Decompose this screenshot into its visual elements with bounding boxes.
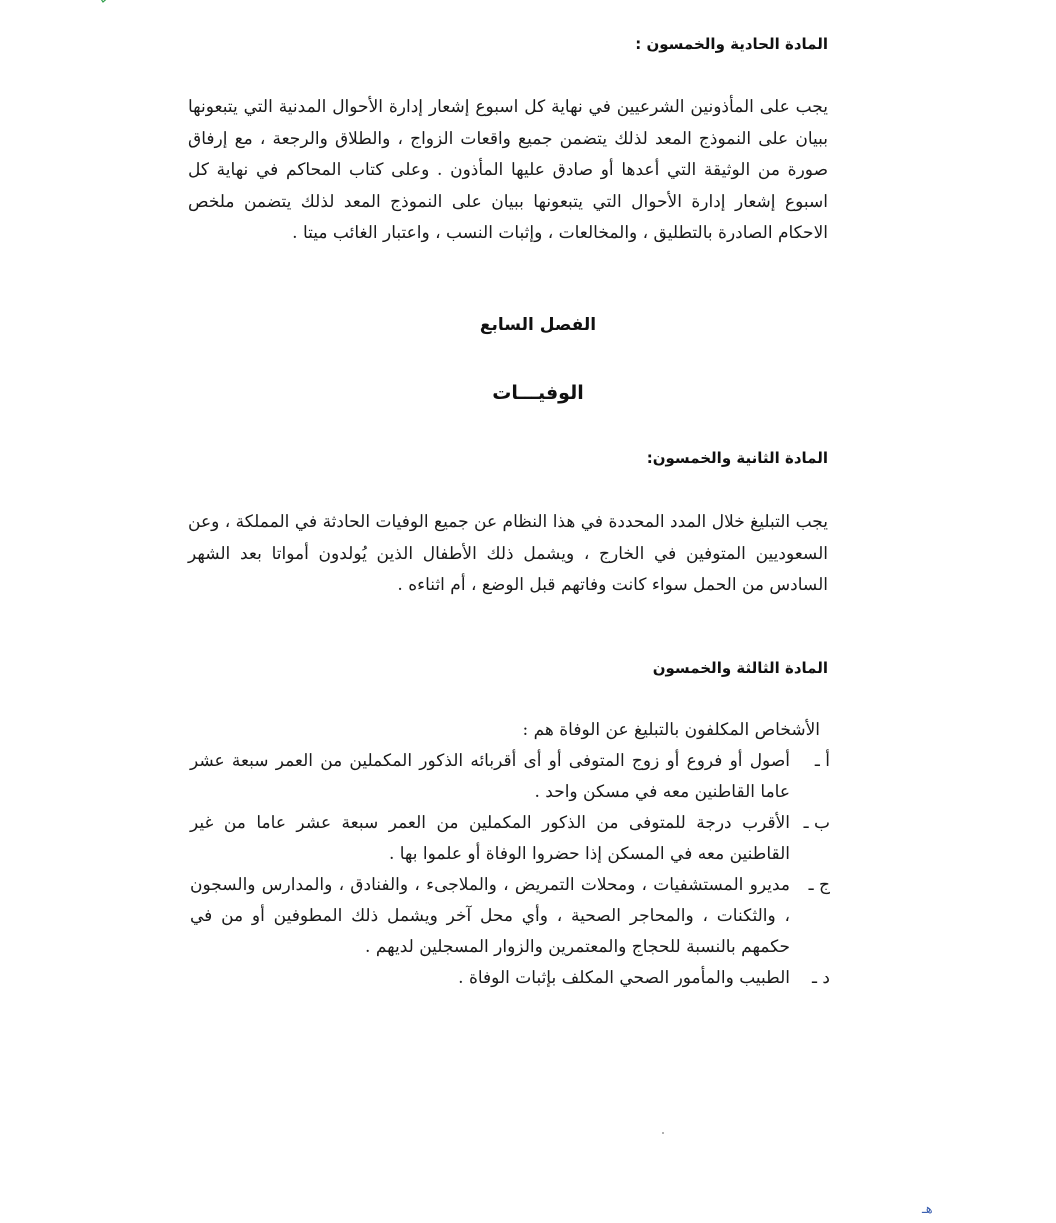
- list-item-text: مديرو المستشفيات ، ومحلات التمريض ، والملاجىء ، والفنادق ، والمدارس والسجون ، والثكنات ، والمحاجر الصحية ، وأي محل آخر ويشمل ذلك المطوفين أو من في حكمهم بالنسبة للحجاج والمعتمرين والزوار المسجلين لديهم .: [190, 875, 790, 957]
- list-item: [190, 870, 830, 963]
- article-53-heading: المادة الثالثة والخمسون: [652, 659, 828, 677]
- article-53-intro: الأشخاص المكلفون بالتبليغ عن الوفاة هم :: [522, 720, 820, 740]
- article-53-list: [190, 715, 830, 994]
- list-item-marker: أ ـ: [814, 751, 830, 771]
- list-item-marker: ب ـ: [803, 813, 830, 833]
- article-52-body: يجب التبليغ خلال المدد المحددة في هذا النظام عن جميع الوفيات الحادثة في المملكة ، وعن السعوديين المتوفين في الخارج ، ويشمل ذلك الأطفال الذين يُولدون أمواتا بعد الشهر السادس من الحمل سواء كانت وفاتهم قبل الوضع ، أم اثناءه .: [188, 512, 828, 595]
- page-mark: هـ: [922, 1202, 933, 1217]
- chapter-subtitle: الوفيـــات: [492, 382, 584, 404]
- scan-speck: [662, 1132, 664, 1134]
- list-item: [190, 746, 830, 808]
- chapter-title: الفصل السابع: [479, 315, 597, 335]
- list-item: [190, 808, 830, 870]
- list-item-text: الطبيب والمأمور الصحي المكلف بإثبات الوفاة .: [458, 968, 790, 988]
- article-52-heading: المادة الثانية والخمسون:: [646, 449, 828, 467]
- corner-check-mark: [98, 0, 112, 4]
- list-item-marker: د ـ: [812, 968, 830, 988]
- list-item-text: أصول أو فروع أو زوج المتوفى أو أى أقربائه الذكور المكملين من العمر سبعة عشر عاما القاطنين معه في مسكن واحد .: [190, 751, 790, 802]
- list-item-marker: ج ـ: [808, 875, 830, 895]
- list-item-text: الأقرب درجة للمتوفى من الذكور المكملين من العمر سبعة عشر عاما من غير القاطنين معه في المسكن إذا حضروا الوفاة أو علموا بها .: [190, 813, 790, 864]
- article-51-heading: المادة الحادية والخمسون :: [635, 35, 828, 53]
- list-item: [190, 963, 830, 994]
- article-51-body: يجب على المأذونين الشرعيين في نهاية كل اسبوع إشعار إدارة الأحوال المدنية التي يتبعونها ببيان على النموذج المعد لذلك يتضمن جميع واقعات الزواج ، والطلاق والرجعة ، مع إرفاق صورة من الوثيقة التي أعدها أو صادق عليها المأذون . وعلى كتاب المحاكم في نهاية كل اسبوع إشعار إدارة الأحوال التي يتبعونها ببيان على النموذج المعد لذلك يتضمن ملخص الاحكام الصادرة بالتطليق ، والمخالعات ، وإثبات النسب ، واعتبار الغائب ميتا .: [188, 97, 828, 243]
